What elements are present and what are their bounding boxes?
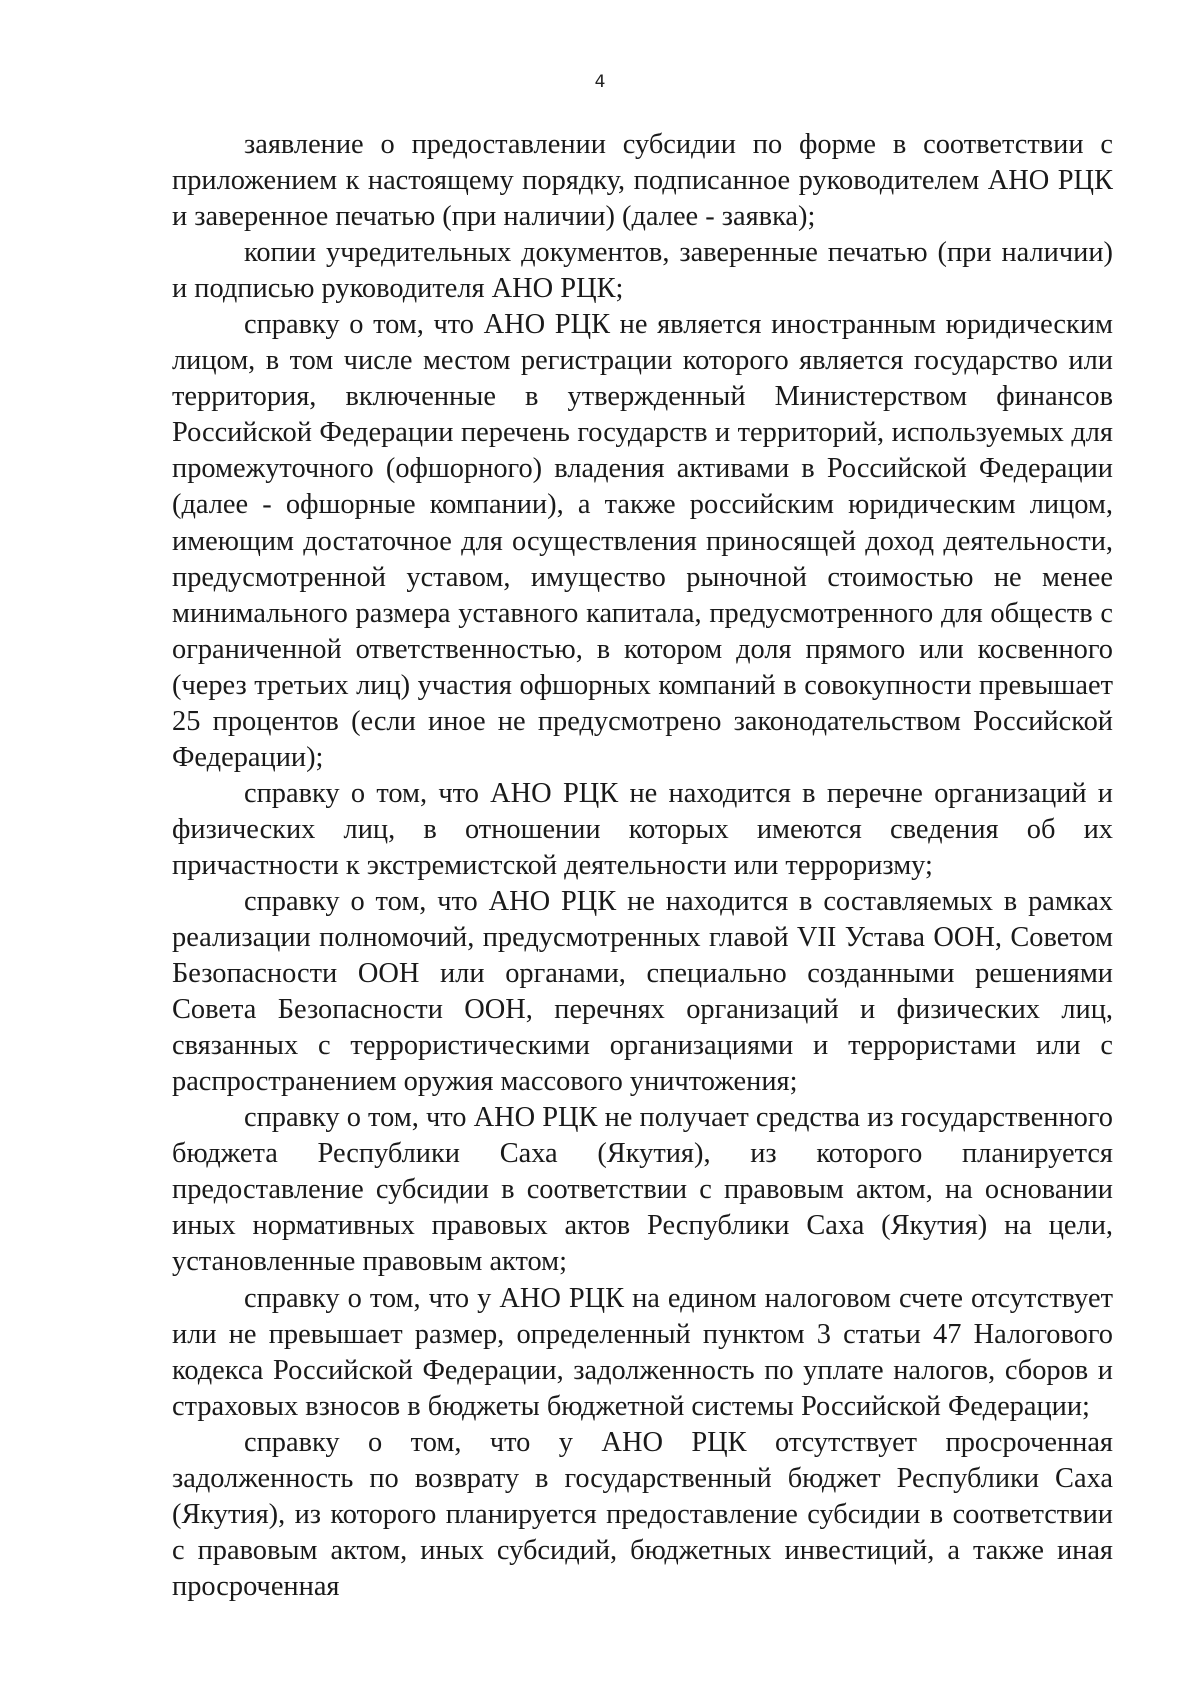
document-body: [172, 127, 1113, 1605]
paragraph-un-lists-certificate: справку о том, что АНО РЦК не находится в составляемых в рамках реализации полномочий, предусмотренных главой VII Устава ООН, Советом Безопасности ООН или органами, специально созданными решениями Совета Безопасности ООН, перечнях организаций и физических лиц, связанных с террористическими организациями и террористами или с распространением оружия массового уничтожения;: [172, 885, 1113, 1098]
paragraph-offshore-certificate: справку о том, что АНО РЦК не является иностранным юридическим лицом, в том числе местом регистрации которого является государство или территория, включенные в утвержденный Министерством финансов Российской Федерации перечень государств и территорий, используемых для промежуточного (офшорного) владения активами в Российской Федерации (далее - офшорные компании), а также российским юридическим лицом, имеющим достаточное для осуществления приносящей доход деятельности, предусмотренной уставом, имущество рыночной стоимостью не менее минимального размера уставного капитала, предусмотренного для обществ с ограниченной ответственностью, в котором доля прямого или косвенного (через третьих лиц) участия офшорных компаний в совокупности превышает 25 процентов (если иное не предусмотрено законодательством Российской Федерации);: [172, 309, 1113, 773]
paragraph-tax-debt-certificate: справку о том, что у АНО РЦК на едином налоговом счете отсутствует или не превышает размер, определенный пунктом 3 статьи 47 Налогового кодекса Российской Федерации, задолженность по уплате налогов, сборов и страховых взносов в бюджеты бюджетной системы Российской Федерации;: [172, 1282, 1113, 1422]
paragraph-application-statement: заявление о предоставлении субсидии по форме в соответствии с приложением к настоящему порядку, подписанное руководителем АНО РЦК и заверенное печатью (при наличии) (далее - заявка);: [172, 129, 1113, 233]
paragraph-overdue-debt-certificate: справку о том, что у АНО РЦК отсутствует просроченная задолженность по возврату в государственный бюджет Республики Саха (Якутия), из которого планируется предоставление субсидии в соответствии с правовым актом, иных субсидий, бюджетных инвестиций, а также иная просроченная: [172, 1426, 1113, 1602]
paragraph-founding-documents: копии учредительных документов, заверенные печатью (при наличии) и подписью руководителя АНО РЦК;: [172, 237, 1113, 305]
paragraph-budget-funds-certificate: справку о том, что АНО РЦК не получает средства из государственного бюджета Республики Саха (Якутия), из которого планируется предоставление субсидии в соответствии с правовым актом, на основании иных нормативных правовых актов Республики Саха (Якутия) на цели, установленные правовым актом;: [172, 1102, 1113, 1278]
paragraph-extremism-certificate: справку о том, что АНО РЦК не находится в перечне организаций и физических лиц, в отношении которых имеются сведения об их причастности к экстремистской деятельности или терроризму;: [172, 777, 1113, 881]
page-number: 4: [594, 72, 606, 92]
